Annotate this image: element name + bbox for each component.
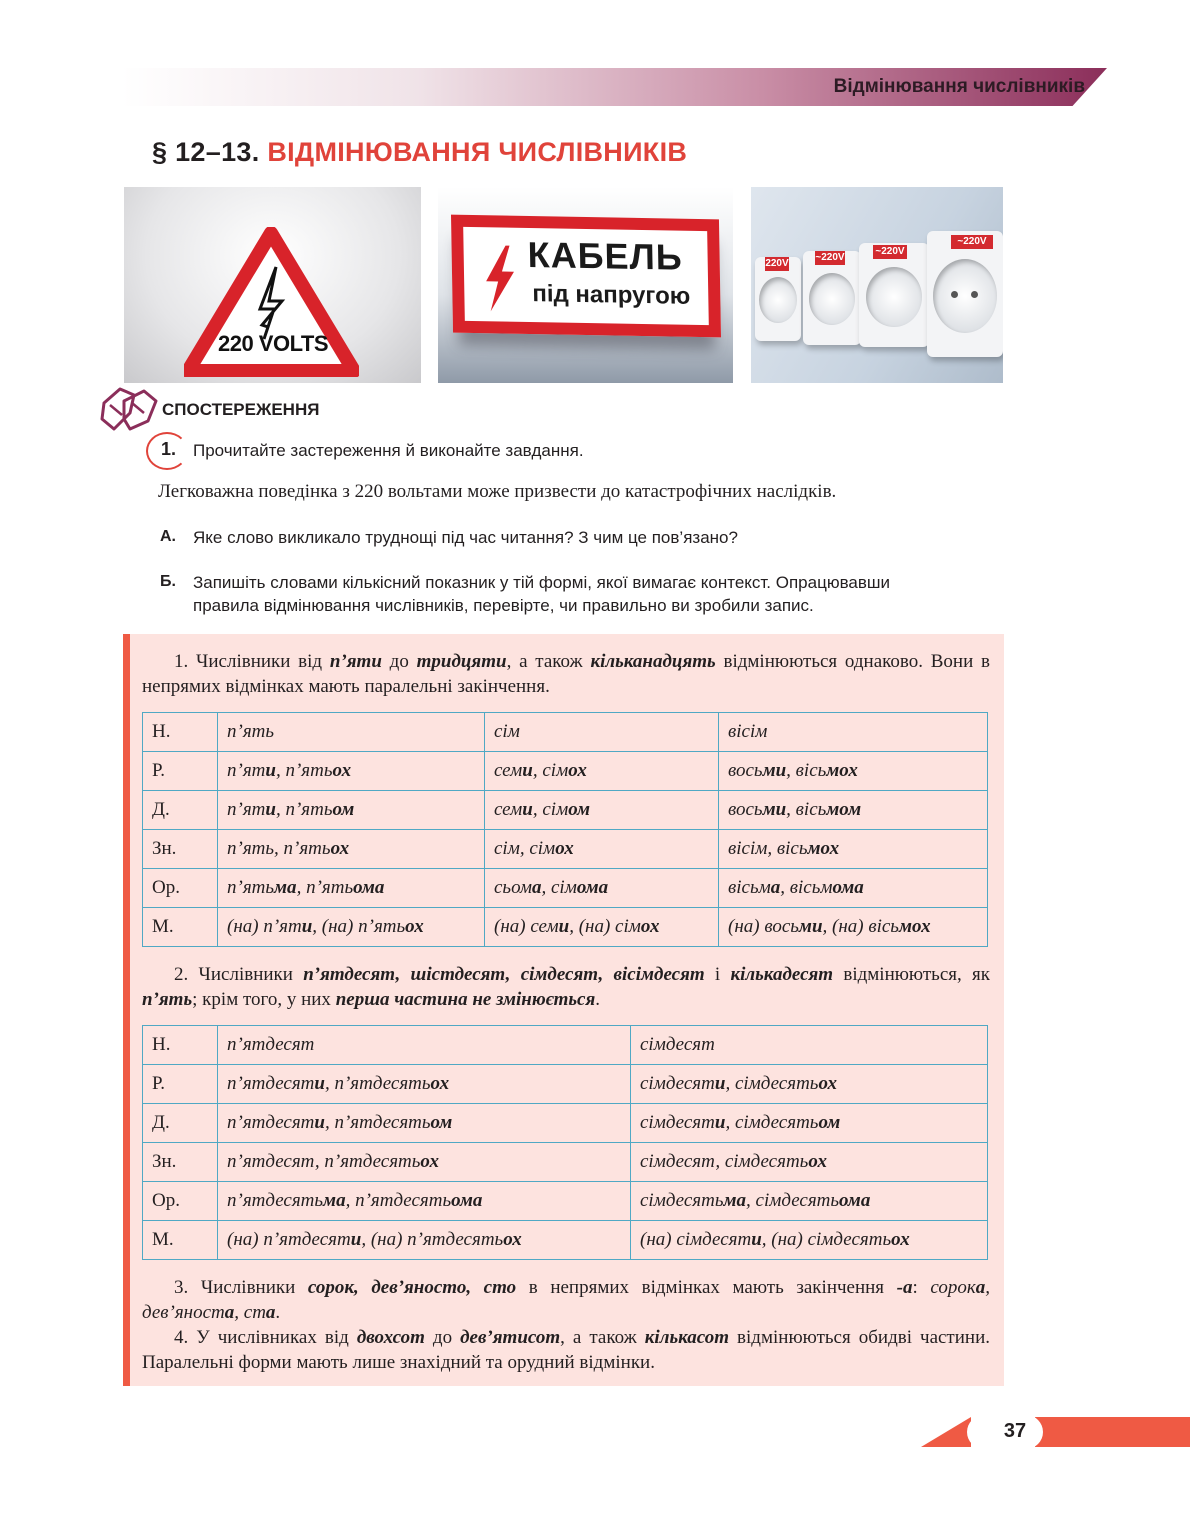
rule-3: 3. Числівники сорок, дев’яносто, сто в непрямих відмінках мають закінчення -а: сорока, дев’яноста, ста.: [142, 1277, 990, 1323]
task-number: 1.: [161, 439, 177, 459]
case-label: Зн.: [143, 830, 218, 869]
sign-volts-text: 220 VOLTS: [217, 331, 329, 356]
case-form-cell: сімдесятьма, сімдесятьома: [631, 1182, 988, 1221]
socket-label: 220V: [765, 258, 789, 269]
case-form-cell: п’ятьма, п’ятьома: [218, 869, 485, 908]
case-form-cell: восьми, вісьмох: [719, 752, 988, 791]
socket-label: ~220V: [873, 245, 907, 259]
case-label: Д.: [143, 1104, 218, 1143]
case-form-cell: семи, сімом: [485, 791, 719, 830]
rule-4: 4. У числівниках від двохсот до дев’ятисот, а також кількасот відмінюються обидві частини. Паралельні форми мають лише знахідний та орудний відмінки.: [142, 1327, 990, 1373]
case-form-cell: вісьма, вісьмома: [719, 869, 988, 908]
socket-hole: [759, 277, 797, 323]
page-number: 37: [1003, 1420, 1027, 1442]
case-form-cell: вісім: [719, 713, 988, 752]
page-number-right-band: [1035, 1417, 1190, 1447]
running-header-title: Відмінювання числівників: [833, 76, 1085, 97]
case-form-cell: (на) семи, (на) сімох: [485, 908, 719, 947]
page-number-left-band: [921, 1417, 971, 1447]
case-label: Ор.: [143, 1182, 218, 1221]
table-row: [143, 713, 988, 752]
cable-sign-line1: КАБЕЛЬ: [527, 233, 683, 278]
task-instruction: Прочитайте застереження й виконайте завдання.: [193, 441, 584, 460]
table-row: [143, 752, 988, 791]
table-row: [143, 1065, 988, 1104]
socket-label: ~220V: [815, 252, 845, 263]
table-row: [143, 830, 988, 869]
table-row: [143, 1143, 988, 1182]
case-form-cell: п’ятдесятьма, п’ятдесятьома: [218, 1182, 631, 1221]
table-row: [143, 1221, 988, 1260]
rule-1: 1. Числівники від п’яти до тридцяти, а також кільканадцять відмінюються однаково. Вони в непрямих відмінках мають паралельні закінчення.: [142, 651, 990, 697]
question-b-line1: Запишіть словами кількісний показник у тій формі, якої вимагає контекст. Опрацювавши: [193, 573, 891, 592]
question-a-text: Яке слово викликало труднощі під час читання? З чим це пов’язано?: [193, 528, 738, 547]
case-form-cell: семи, сімох: [485, 752, 719, 791]
case-form-cell: п’ятдесяти, п’ятдесятьом: [218, 1104, 631, 1143]
case-form-cell: п’яти, п’ятьом: [218, 791, 485, 830]
case-form-cell: (на) сімдесяти, (на) сімдесятьох: [631, 1221, 988, 1260]
case-form-cell: сімдесят: [631, 1026, 988, 1065]
socket: [803, 251, 861, 345]
photo-voltage-sign: [124, 187, 421, 383]
case-form-cell: сьома, сімома: [485, 869, 719, 908]
case-label: М.: [143, 1221, 218, 1260]
socket-label: ~220V: [951, 235, 993, 249]
case-label: Н.: [143, 713, 218, 752]
lightning-bolt-icon: [479, 243, 520, 314]
rule-2: 2. Числівники п’ятдесят, шістдесят, сімдесят, вісімдесят і кількадесят відмінюються, як п’ять; крім того, у них перша частина не змінюється.: [142, 964, 991, 1010]
case-label: Ор.: [143, 869, 218, 908]
declension-table-1: [142, 712, 988, 947]
case-label: Р.: [143, 1065, 218, 1104]
case-form-cell: восьми, вісьмом: [719, 791, 988, 830]
photo-power-sockets: [751, 187, 1003, 383]
table-row: [143, 1104, 988, 1143]
table-row: [143, 1182, 988, 1221]
case-form-cell: п’ятдесят: [218, 1026, 631, 1065]
socket-hole: [809, 273, 855, 325]
case-label: Д.: [143, 791, 218, 830]
table-row: [143, 908, 988, 947]
table-row: [143, 1026, 988, 1065]
table-row: [143, 791, 988, 830]
section-heading: [152, 137, 687, 168]
case-form-cell: вісім, вісьмох: [719, 830, 988, 869]
case-form-cell: (на) п’яти, (на) п’ятьох: [218, 908, 485, 947]
case-form-cell: п’яти, п’ятьох: [218, 752, 485, 791]
case-form-cell: п’ять, п’ятьох: [218, 830, 485, 869]
case-label: М.: [143, 908, 218, 947]
case-form-cell: п’ятдесяти, п’ятдесятьох: [218, 1065, 631, 1104]
socket-hole: [933, 259, 997, 333]
case-form-cell: сім, сімох: [485, 830, 719, 869]
case-label: Р.: [143, 752, 218, 791]
cable-sign-line2: під напругою: [532, 280, 691, 310]
case-form-cell: (на) восьми, (на) вісьмох: [719, 908, 988, 947]
case-form-cell: п’ятдесят, п’ятдесятьох: [218, 1143, 631, 1182]
section-number: § 12–13.: [152, 137, 260, 167]
binoculars-icon: [100, 385, 158, 433]
question-b-letter: Б.: [160, 573, 176, 590]
question-a-letter: А.: [160, 528, 176, 545]
case-form-cell: (на) п’ятдесяти, (на) п’ятдесятьох: [218, 1221, 631, 1260]
table-row: [143, 869, 988, 908]
case-form-cell: сімдесят, сімдесятьох: [631, 1143, 988, 1182]
declension-table-2: [142, 1025, 988, 1260]
case-label: Зн.: [143, 1143, 218, 1182]
socket-hole: [866, 267, 922, 327]
question-b-text: [193, 571, 890, 617]
question-b-line2: правила відмінювання числівників, перевірте, чи правильно ви зробили запис.: [193, 596, 814, 615]
observation-heading: СПОСТЕРЕЖЕННЯ: [162, 400, 320, 419]
case-form-cell: п’ять: [218, 713, 485, 752]
case-form-cell: сімдесяти, сімдесятьох: [631, 1065, 988, 1104]
socket: [927, 231, 1003, 357]
cable-warning-plate: [451, 215, 721, 338]
case-form-cell: сім: [485, 713, 719, 752]
photo-cable-sign: [438, 187, 733, 383]
task-sentence: Легковажна поведінка з 220 вольтами може призвести до катастрофічних наслідків.: [158, 481, 837, 502]
rule-box-accent-bar: [123, 634, 130, 1386]
section-title: ВІДМІНЮВАННЯ ЧИСЛІВНИКІВ: [267, 137, 688, 167]
case-label: Н.: [143, 1026, 218, 1065]
case-form-cell: сімдесяти, сімдесятьом: [631, 1104, 988, 1143]
